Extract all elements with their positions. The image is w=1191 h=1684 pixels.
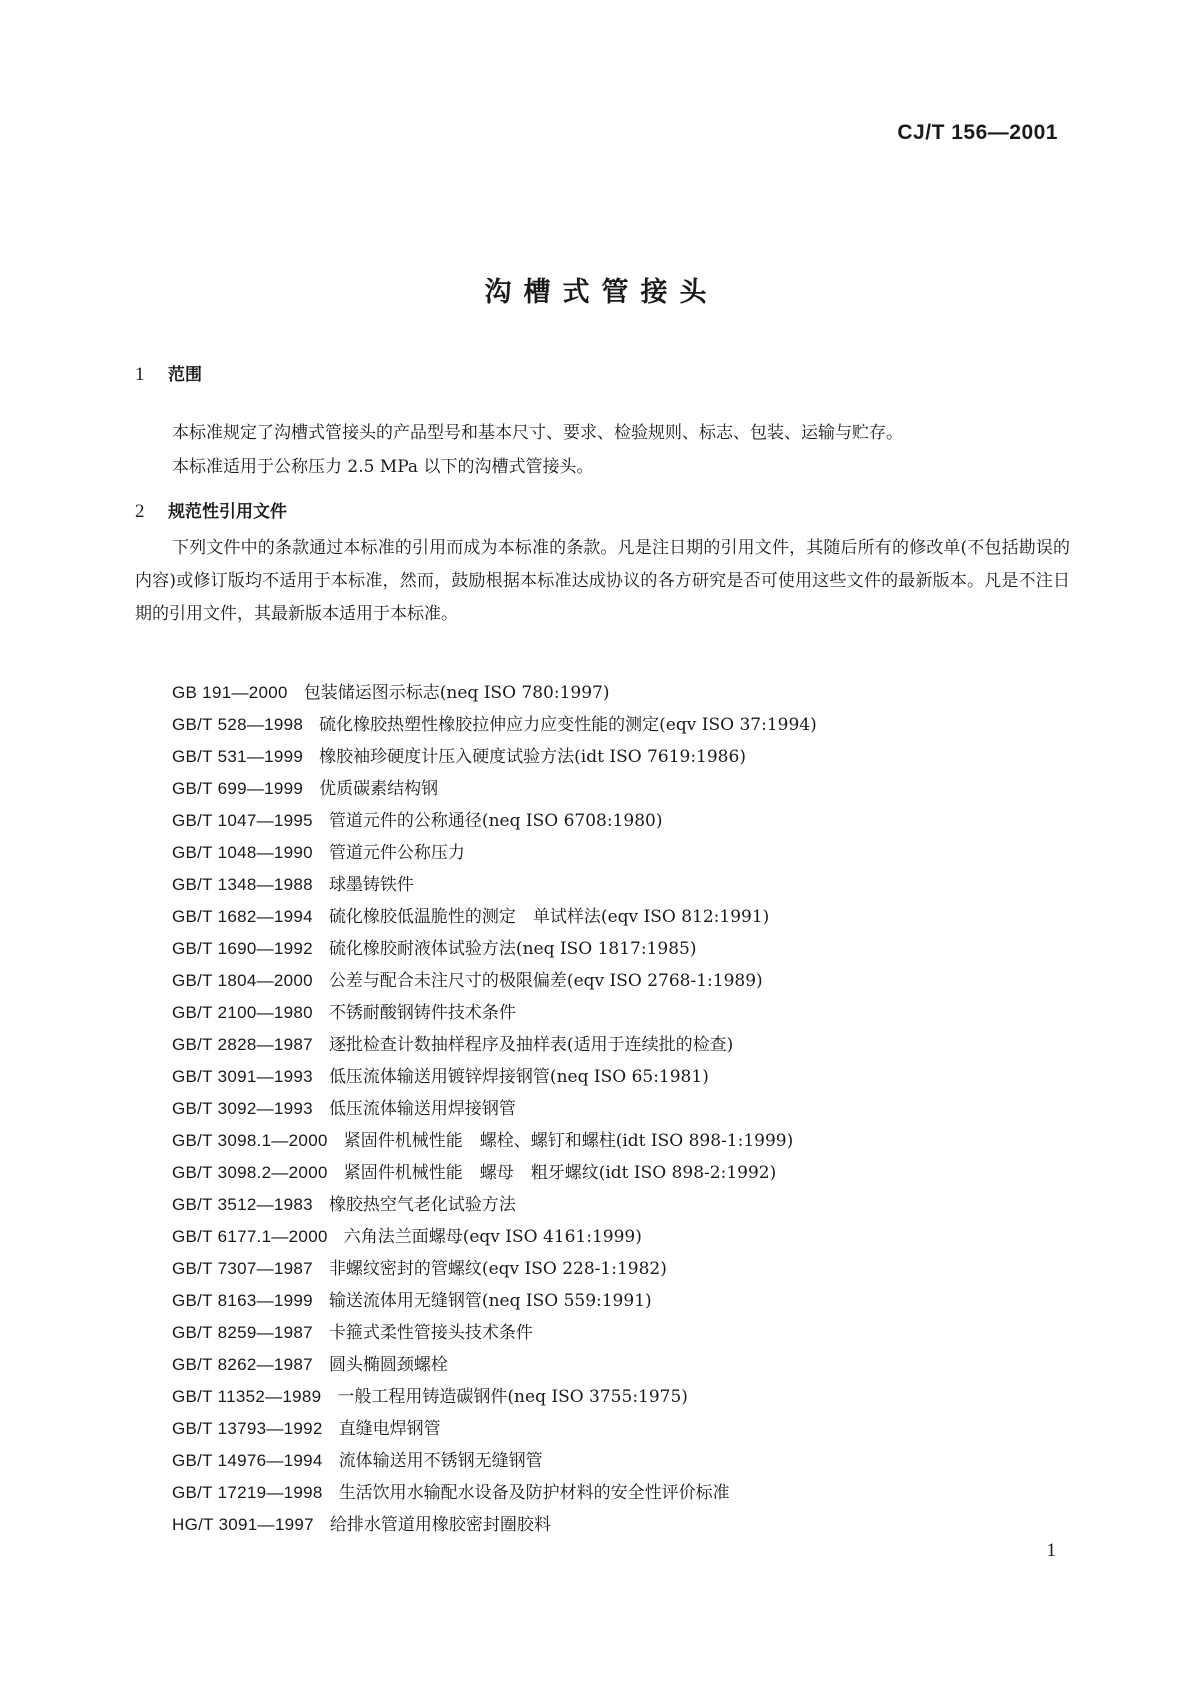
section-2-intro-paragraph: 下列文件中的条款通过本标准的引用而成为本标准的条款。凡是注日期的引用文件，其随后所有的修改单(不包括勘误的内容)或修订版均不适用于本标准，然而，鼓励根据本标准达成协议的各方研究是否可使用这些文件的最新版本。凡是不注日期的引用文件，其最新版本适用于本标准。 — [135, 538, 1070, 624]
section-1-line-1: 本标准规定了沟槽式管接头的产品型号和基本尺寸、要求、检验规则、标志、包装、运输与贮存。 — [172, 423, 903, 443]
section-1-heading — [135, 360, 202, 386]
reference-title: 不锈耐酸钢铸件技术条件 — [328, 1003, 516, 1023]
section-1-number: 1 — [135, 364, 145, 385]
reference-code: GB 191—2000 — [172, 683, 288, 702]
reference-title: 低压流体输送用焊接钢管 — [328, 1099, 516, 1119]
reference-code: GB/T 6177.1—2000 — [172, 1227, 328, 1246]
reference-item — [172, 1061, 817, 1093]
reference-code: GB/T 1348—1988 — [172, 875, 313, 894]
reference-title: 生活饮用水输配水设备及防护材料的安全性评价标准 — [338, 1483, 730, 1503]
reference-title: 硫化橡胶热塑性橡胶拉伸应力应变性能的测定(eqv ISO 37:1994) — [319, 715, 817, 735]
reference-item — [172, 1093, 817, 1125]
reference-code: GB/T 531—1999 — [172, 747, 304, 766]
reference-title: 紧固件机械性能 螺栓、螺钉和螺柱(idt ISO 898-1:1999) — [343, 1131, 794, 1151]
reference-code: GB/T 7307—1987 — [172, 1259, 313, 1278]
section-2-heading — [135, 497, 287, 523]
reference-item — [172, 1285, 817, 1317]
section-1-title: 范围 — [168, 365, 202, 385]
reference-item — [172, 1477, 817, 1509]
reference-item — [172, 1189, 817, 1221]
reference-title: 硫化橡胶耐液体试验方法(neq ISO 1817:1985) — [328, 939, 697, 959]
reference-code: GB/T 3091—1993 — [172, 1067, 313, 1086]
reference-code: GB/T 3098.1—2000 — [172, 1131, 328, 1150]
reference-code: GB/T 2100—1980 — [172, 1003, 313, 1022]
reference-item — [172, 901, 817, 933]
reference-item — [172, 773, 817, 805]
reference-title: 橡胶热空气老化试验方法 — [328, 1195, 516, 1215]
reference-code: GB/T 14976—1994 — [172, 1451, 323, 1470]
reference-item — [172, 1317, 817, 1349]
reference-code: GB/T 3092—1993 — [172, 1099, 313, 1118]
reference-code: GB/T 17219—1998 — [172, 1483, 323, 1502]
reference-code: GB/T 1047—1995 — [172, 811, 313, 830]
reference-code: GB/T 699—1999 — [172, 779, 304, 798]
reference-code: HG/T 3091—1997 — [172, 1515, 314, 1534]
reference-item — [172, 709, 817, 741]
reference-code: GB/T 1048—1990 — [172, 843, 313, 862]
reference-item — [172, 933, 817, 965]
reference-item — [172, 1221, 817, 1253]
reference-title: 管道元件公称压力 — [328, 843, 465, 863]
reference-title: 一般工程用铸造碳钢件(neq ISO 3755:1975) — [337, 1387, 688, 1407]
reference-title: 包装储运图示标志(neq ISO 780:1997) — [303, 683, 610, 703]
reference-code: GB/T 8262—1987 — [172, 1355, 313, 1374]
section-2-title: 规范性引用文件 — [168, 502, 287, 522]
reference-item — [172, 1125, 817, 1157]
reference-item — [172, 1381, 817, 1413]
reference-title: 公差与配合未注尺寸的极限偏差(eqv ISO 2768-1:1989) — [328, 971, 763, 991]
document-title: 沟槽式管接头 — [484, 277, 719, 308]
reference-item — [172, 805, 817, 837]
reference-code: GB/T 13793—1992 — [172, 1419, 323, 1438]
normative-references-list — [172, 677, 817, 1541]
reference-code: GB/T 1690—1992 — [172, 939, 313, 958]
reference-title: 硫化橡胶低温脆性的测定 单试样法(eqv ISO 812:1991) — [328, 907, 770, 927]
standard-code: CJ/T 156—2001 — [897, 121, 1058, 144]
reference-title: 六角法兰面螺母(eqv ISO 4161:1999) — [343, 1227, 642, 1247]
reference-title: 管道元件的公称通径(neq ISO 6708:1980) — [328, 811, 663, 831]
reference-item — [172, 1349, 817, 1381]
reference-title: 球墨铸铁件 — [328, 875, 414, 895]
reference-item — [172, 1445, 817, 1477]
reference-code: GB/T 11352—1989 — [172, 1387, 322, 1406]
reference-title: 直缝电焊钢管 — [338, 1419, 441, 1439]
reference-title: 橡胶袖珍硬度计压入硬度试验方法(idt ISO 7619:1986) — [319, 747, 746, 767]
reference-title: 圆头椭圆颈螺栓 — [328, 1355, 448, 1375]
reference-item — [172, 741, 817, 773]
section-2-number: 2 — [135, 501, 145, 522]
reference-title: 紧固件机械性能 螺母 粗牙螺纹(idt ISO 898-2:1992) — [343, 1163, 777, 1183]
reference-item — [172, 1029, 817, 1061]
reference-title: 优质碳素结构钢 — [319, 779, 439, 799]
reference-title: 流体输送用不锈钢无缝钢管 — [338, 1451, 543, 1471]
reference-item — [172, 1509, 817, 1541]
reference-item — [172, 837, 817, 869]
reference-item — [172, 1413, 817, 1445]
reference-title: 卡箍式柔性管接头技术条件 — [328, 1323, 533, 1343]
reference-item — [172, 997, 817, 1029]
reference-code: GB/T 1804—2000 — [172, 971, 313, 990]
reference-title: 非螺纹密封的管螺纹(eqv ISO 228-1:1982) — [328, 1259, 667, 1279]
reference-code: GB/T 2828—1987 — [172, 1035, 313, 1054]
reference-code: GB/T 1682—1994 — [172, 907, 313, 926]
reference-title: 低压流体输送用镀锌焊接钢管(neq ISO 65:1981) — [328, 1067, 709, 1087]
reference-code: GB/T 528—1998 — [172, 715, 304, 734]
reference-item — [172, 1253, 817, 1285]
reference-code: GB/T 8259—1987 — [172, 1323, 313, 1342]
reference-title: 输送流体用无缝钢管(neq ISO 559:1991) — [328, 1291, 652, 1311]
reference-code: GB/T 8163—1999 — [172, 1291, 313, 1310]
reference-item — [172, 677, 817, 709]
reference-code: GB/T 3512—1983 — [172, 1195, 313, 1214]
page-number: 1 — [1046, 1540, 1056, 1561]
section-1-line-2: 本标准适用于公称压力 2.5 MPa 以下的沟槽式管接头。 — [172, 457, 594, 477]
reference-title: 逐批检查计数抽样程序及抽样表(适用于连续批的检查) — [328, 1035, 734, 1055]
reference-item — [172, 965, 817, 997]
reference-item — [172, 869, 817, 901]
reference-item — [172, 1157, 817, 1189]
reference-title: 给排水管道用橡胶密封圈胶料 — [329, 1515, 551, 1535]
reference-code: GB/T 3098.2—2000 — [172, 1163, 328, 1182]
